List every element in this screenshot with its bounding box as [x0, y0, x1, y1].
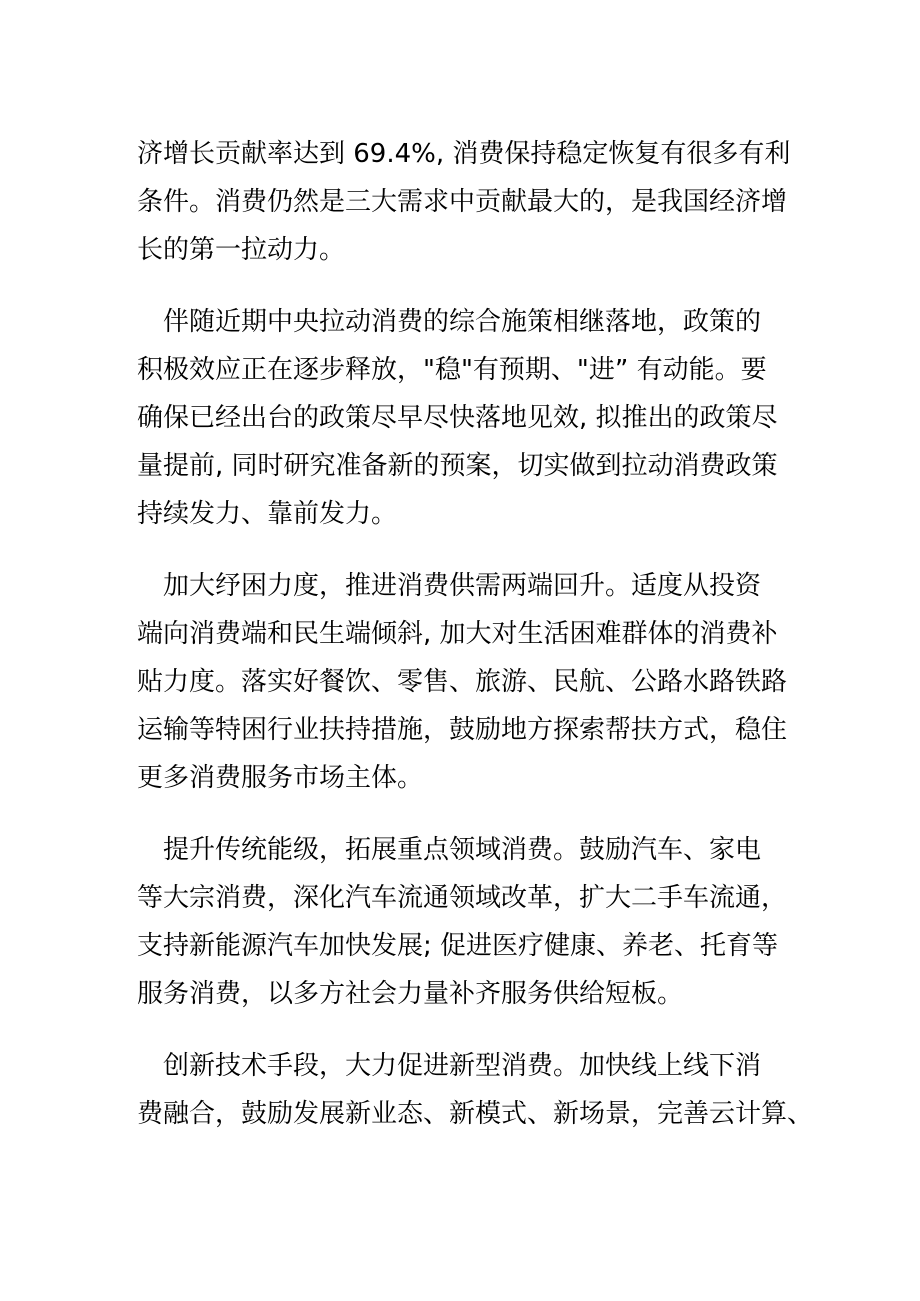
text-line: 运输等特困行业扶持措施，鼓励地方探索帮扶方式，稳住 [137, 715, 788, 745]
text-line: 长的第一拉动力。 [137, 235, 346, 265]
paragraph-5 [137, 1042, 814, 1138]
text-line: 端向消费端和民生端倾斜, 加大对生活困难群体的消费补 [137, 619, 778, 649]
text-line: 贴力度。落实好餐饮、零售、旅游、民航、公路水路铁路 [137, 667, 788, 697]
text-line: 量提前, 同时研究准备新的预案，切实做到拉动消费政策 [137, 451, 778, 481]
text-line: 费融合，鼓励发展新业态、新模式、新场景，完善云计算、 [137, 1099, 814, 1129]
paragraph-1 [137, 130, 797, 274]
text-line: 等大宗消费，深化汽车流通领域改革，扩大二手车流通， [137, 883, 788, 913]
text-line: 支持新能源汽车加快发展; 促进医疗健康、养老、托育等 [137, 931, 779, 961]
paragraph-4 [137, 826, 797, 1018]
paragraph-2 [137, 298, 797, 538]
text-line: 伴随近期中央拉动消费的综合施策相继落地，政策的 [137, 307, 762, 337]
document-body [137, 130, 814, 1162]
text-line: 济增长贡献率达到 69.4%, 消费保持稳定恢复有很多有利 [137, 139, 791, 169]
text-line: 更多消费服务市场主体。 [137, 763, 424, 793]
text-line: 提升传统能级，拓展重点领域消费。鼓励汽车、家电 [137, 835, 762, 865]
paragraph-3 [137, 562, 797, 802]
text-line: 积极效应正在逐步释放，"稳"有预期、"进” 有动能。要 [137, 355, 767, 385]
text-line: 加大纾困力度，推进消费供需两端回升。适度从投资 [137, 571, 762, 601]
text-line: 创新技术手段，大力促进新型消费。加快线上线下消 [137, 1051, 762, 1081]
text-line: 确保已经出台的政策尽早尽快落地见效, 拟推出的政策尽 [137, 403, 778, 433]
text-line: 持续发力、靠前发力。 [137, 499, 398, 529]
text-line: 条件。消费仍然是三大需求中贡献最大的，是我国经济增 [137, 187, 788, 217]
text-line: 服务消费，以多方社会力量补齐服务供给短板。 [137, 979, 684, 1009]
